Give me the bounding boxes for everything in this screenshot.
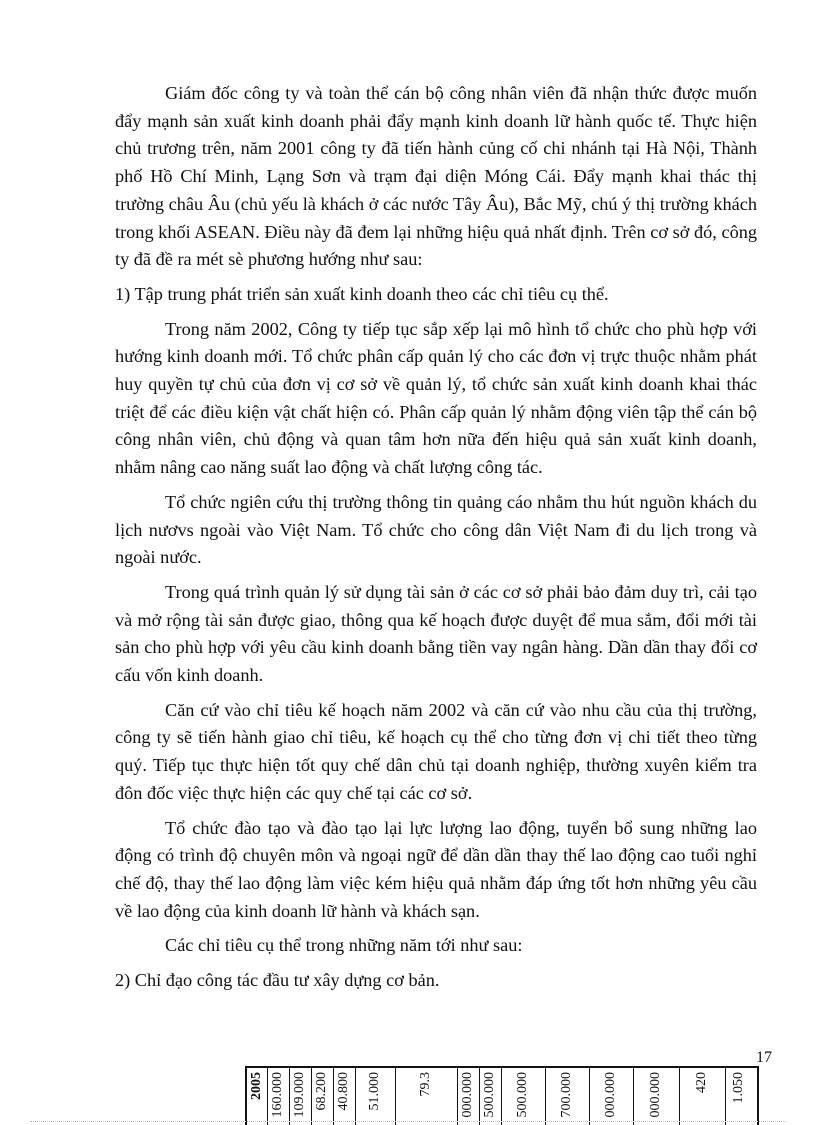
- table-cell: 2005: [247, 1068, 268, 1125]
- table-cell: 68.200: [311, 1068, 334, 1125]
- rotated-table-fragment: [245, 1066, 759, 1125]
- table-cell: 109.000: [289, 1068, 312, 1125]
- table-cell: 700.000: [545, 1068, 590, 1125]
- table-cell: 1.050: [731, 1072, 746, 1104]
- page-bottom-rule: [30, 1121, 786, 1122]
- page-number: 17: [756, 1049, 772, 1066]
- table-cell: 51.000: [355, 1068, 396, 1125]
- document-body: [115, 80, 757, 995]
- table-cell: 160.000: [267, 1068, 290, 1125]
- heading-item-1: 1) Tập trung phát triển sản xuất kinh doanh theo các chỉ tiêu cụ thể.: [115, 283, 609, 304]
- table-cell: 40.800: [333, 1068, 356, 1125]
- table-cell: 000.000: [633, 1068, 680, 1125]
- paragraph-organization: Trong năm 2002, Công ty tiếp tục sắp xếp lại mô hình tổ chức cho phù hợp với hướng kinh doanh mới. Tổ chức phân cấp quản lý cho các đơn vị trực thuộc nhằm phát huy quyền tự chủ của đơn vị cơ sở về quản lý, tổ chức sản xuất kinh doanh khai thác triệt để các điều kiện vật chất hiện có. Phân cấp quản lý nhằm động viên tập thể cán bộ công nhân viên, chủ động và quan tâm hơn nữa đến hiệu quả sản xuất kinh doanh, nhằm nâng cao năng suất lao động và chất lượng công tác.: [115, 318, 757, 478]
- table-cell: 000.000: [457, 1068, 480, 1125]
- heading-item-2: 2) Chỉ đạo công tác đầu tư xây dựng cơ bản.: [115, 970, 440, 991]
- paragraph-plan-targets: Căn cứ vào chỉ tiêu kế hoạch năm 2002 và căn cứ vào nhu cầu của thị trường, công ty sẽ tiến hành giao chỉ tiêu, kế hoạch cụ thể cho từng đơn vị chi tiết theo từng quý. Tiếp tục thực hiện tốt quy chế dân chủ tại doanh nghiệp, thường xuyên kiểm tra đôn đốc việc thực hiện các quy chế tại các cơ sở.: [115, 699, 757, 803]
- paragraph-intro: Giám đốc công ty và toàn thể cán bộ công nhân viên đã nhận thức được muốn đẩy mạnh sản xuất kinh doanh phải đẩy mạnh kinh doanh lữ hành quốc tế. Thực hiện chủ trương trên, năm 2001 công ty đã tiến hành củng cố chi nhánh tại Hà Nội, Thành phố Hồ Chí Minh, Lạng Sơn và trạm đại diện Móng Cái. Đẩy mạnh khai thác thị trường châu Âu (chủ yếu là khách ở các nước Tây Âu), Bắc Mỹ, chú ý thị trường khách trong khối ASEAN. Điều này đã đem lại những hiệu quả nhất định. Trên cơ sở đó, công ty đã đề ra mét sè phương hướng như sau:: [115, 83, 757, 270]
- table-cell: 420: [679, 1068, 726, 1125]
- table-cell: 500.000: [501, 1068, 546, 1125]
- paragraph-targets-intro: Các chỉ tiêu cụ thể trong những năm tới như sau:: [165, 935, 523, 956]
- paragraph-market-research: Tổ chức ngiên cứu thị trường thông tin quảng cáo nhằm thu hút nguồn khách du lịch nươvs ngoài vào Việt Nam. Tổ chức cho công dân Việt Nam đi du lịch trong và ngoài nước.: [115, 491, 757, 568]
- paragraph-training: Tổ chức đào tạo và đào tạo lại lực lượng lao động, tuyển bổ sung những lao động có trình độ chuyên môn và ngoại ngữ để dần dần thay thế lao động cao tuổi nghỉ chế độ, thay thế lao động làm việc kém hiệu quả nhằm đáp ứng tốt hơn những yêu cầu về lao động của kinh doanh lữ hành và khách sạn.: [115, 817, 757, 921]
- table-cell: 79.3: [395, 1068, 458, 1125]
- paragraph-asset-management: Trong quá trình quản lý sử dụng tài sản ở các cơ sở phải bảo đảm duy trì, cải tạo và mở rộng tài sản được giao, thông qua kế hoạch được duyệt để mua sắm, đổi mới tài sản cho phù hợp với yêu cầu kinh doanh bằng tiền vay ngân hàng. Dần dần thay đổi cơ cấu vốn kinh doanh.: [115, 581, 757, 686]
- table-cell: 500.000: [479, 1068, 502, 1125]
- table-cell: 000.000: [589, 1068, 634, 1125]
